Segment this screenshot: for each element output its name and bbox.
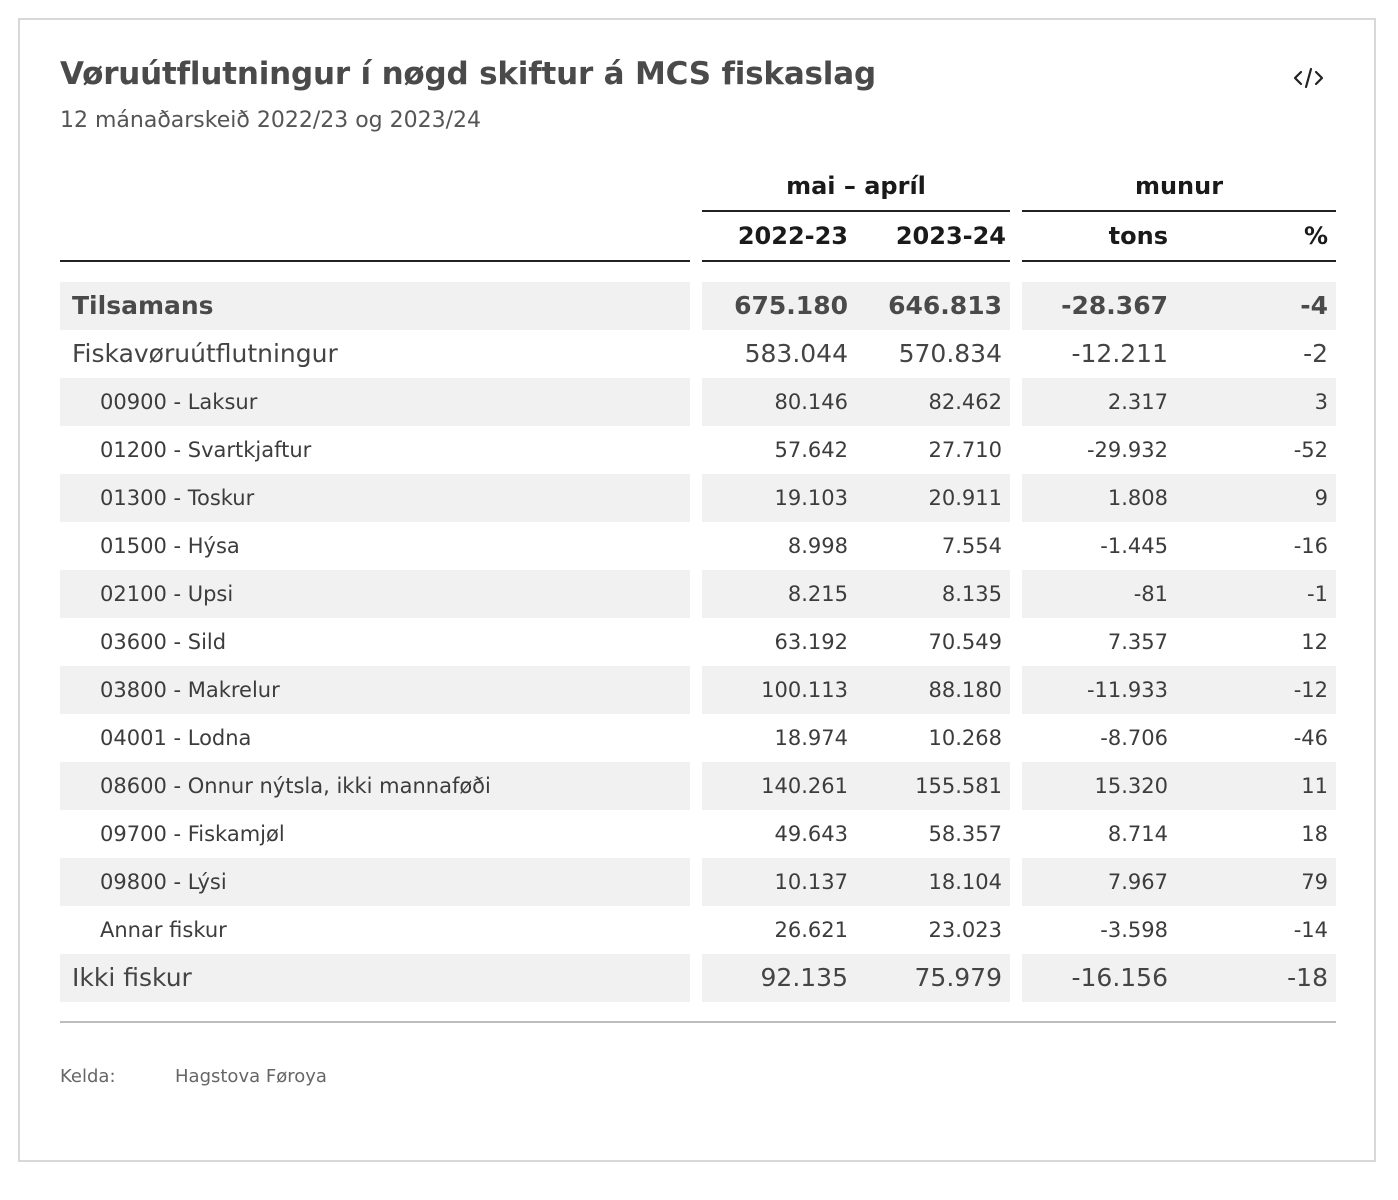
header-underline-period bbox=[702, 260, 1010, 262]
cell-y2: 58.357 bbox=[928, 822, 1002, 846]
group-header-period: mai – apríl bbox=[786, 172, 926, 200]
cell-tons: 15.320 bbox=[1022, 762, 1176, 810]
cell-pct: -12 bbox=[1176, 666, 1336, 714]
row-label: Annar fiskur bbox=[100, 918, 227, 942]
cell-y2: 8.135 bbox=[856, 570, 1010, 618]
cell-y1: 100.113 bbox=[702, 666, 856, 714]
group-underline-period bbox=[702, 210, 1010, 212]
col-header-tons: tons bbox=[1108, 222, 1168, 250]
cell-y1: 49.643 bbox=[774, 822, 848, 846]
code-embed-icon[interactable] bbox=[1292, 64, 1326, 92]
cell-pct: -14 bbox=[1293, 918, 1328, 942]
cell-pct: -46 bbox=[1293, 726, 1328, 750]
row-label: 01200 - Svartkjaftur bbox=[100, 438, 312, 462]
cell-y2: 82.462 bbox=[856, 378, 1010, 426]
page-subtitle: 12 mánaðarskeið 2022/23 og 2023/24 bbox=[60, 108, 482, 133]
cell-tons: -1.445 bbox=[1100, 534, 1168, 558]
col-header-2023-24: 2023-24 bbox=[895, 222, 1006, 250]
page-title: Vøruútflutningur í nøgd skiftur á MCS fiskaslag bbox=[60, 56, 876, 92]
row-label: Fiskavøruútflutningur bbox=[72, 339, 338, 368]
row-label: 09800 - Lýsi bbox=[60, 858, 690, 906]
cell-y2: 7.554 bbox=[941, 534, 1002, 558]
cell-y1: 92.135 bbox=[702, 954, 856, 1002]
source-label: Kelda: bbox=[60, 1066, 116, 1087]
cell-y1: 26.621 bbox=[774, 918, 848, 942]
cell-y1: 10.137 bbox=[702, 858, 856, 906]
row-label: 03600 - Sild bbox=[100, 630, 227, 654]
cell-tons: -11.933 bbox=[1022, 666, 1176, 714]
cell-pct: -18 bbox=[1176, 954, 1336, 1002]
cell-y2: 20.911 bbox=[856, 474, 1010, 522]
cell-pct: -52 bbox=[1293, 438, 1328, 462]
cell-y1: 8.998 bbox=[787, 534, 848, 558]
cell-y2: 18.104 bbox=[856, 858, 1010, 906]
cell-y1: 57.642 bbox=[774, 438, 848, 462]
cell-y1: 80.146 bbox=[702, 378, 856, 426]
cell-tons: -12.211 bbox=[1071, 339, 1168, 368]
cell-y2: 75.979 bbox=[856, 954, 1010, 1002]
cell-tons: -8.706 bbox=[1100, 726, 1168, 750]
group-underline-diff bbox=[1022, 210, 1336, 212]
cell-tons: 7.967 bbox=[1022, 858, 1176, 906]
row-label: Ikki fiskur bbox=[60, 954, 690, 1002]
row-label: Tilsamans bbox=[60, 282, 690, 330]
cell-pct: -4 bbox=[1176, 282, 1336, 330]
footer-divider bbox=[60, 1021, 1336, 1023]
cell-tons: -3.598 bbox=[1100, 918, 1168, 942]
cell-y2: 70.549 bbox=[928, 630, 1002, 654]
cell-y1: 18.974 bbox=[774, 726, 848, 750]
cell-y2: 27.710 bbox=[928, 438, 1002, 462]
cell-tons: 2.317 bbox=[1022, 378, 1176, 426]
cell-y1: 583.044 bbox=[744, 339, 848, 368]
source-value: Hagstova Føroya bbox=[175, 1066, 327, 1087]
cell-y1: 63.192 bbox=[774, 630, 848, 654]
cell-tons: -81 bbox=[1022, 570, 1176, 618]
cell-y2: 155.581 bbox=[856, 762, 1010, 810]
cell-tons: 8.714 bbox=[1107, 822, 1168, 846]
cell-y1: 140.261 bbox=[702, 762, 856, 810]
cell-pct: -1 bbox=[1176, 570, 1336, 618]
cell-pct: 11 bbox=[1176, 762, 1336, 810]
row-label: 00900 - Laksur bbox=[60, 378, 690, 426]
cell-y2: 23.023 bbox=[928, 918, 1002, 942]
cell-tons: -16.156 bbox=[1022, 954, 1176, 1002]
row-label: 08600 - Onnur nýtsla, ikki mannaføði bbox=[60, 762, 690, 810]
row-label: 01500 - Hýsa bbox=[100, 534, 240, 558]
cell-pct: 9 bbox=[1176, 474, 1336, 522]
cell-y1: 8.215 bbox=[702, 570, 856, 618]
row-label: 09700 - Fiskamjøl bbox=[100, 822, 285, 846]
cell-tons: -29.932 bbox=[1086, 438, 1168, 462]
col-header-2022-23: 2022-23 bbox=[737, 222, 848, 250]
cell-y1: 675.180 bbox=[702, 282, 856, 330]
cell-pct: 79 bbox=[1176, 858, 1336, 906]
group-header-diff: munur bbox=[1134, 172, 1224, 200]
row-label: 02100 - Upsi bbox=[60, 570, 690, 618]
col-header-pct: % bbox=[1303, 222, 1328, 250]
row-label: 01300 - Toskur bbox=[60, 474, 690, 522]
cell-y2: 88.180 bbox=[856, 666, 1010, 714]
row-label: 04001 - Lodna bbox=[100, 726, 252, 750]
cell-y1: 19.103 bbox=[702, 474, 856, 522]
cell-pct: -16 bbox=[1293, 534, 1328, 558]
cell-pct: 18 bbox=[1301, 822, 1328, 846]
cell-pct: 12 bbox=[1301, 630, 1328, 654]
cell-pct: -2 bbox=[1303, 339, 1328, 368]
cell-y2: 646.813 bbox=[856, 282, 1010, 330]
header-underline-label bbox=[60, 260, 690, 262]
cell-y2: 570.834 bbox=[898, 339, 1002, 368]
cell-pct: 3 bbox=[1176, 378, 1336, 426]
header-underline-diff bbox=[1022, 260, 1336, 262]
cell-y2: 10.268 bbox=[928, 726, 1002, 750]
cell-tons: -28.367 bbox=[1022, 282, 1176, 330]
cell-tons: 7.357 bbox=[1107, 630, 1168, 654]
row-label: 03800 - Makrelur bbox=[60, 666, 690, 714]
cell-tons: 1.808 bbox=[1022, 474, 1176, 522]
